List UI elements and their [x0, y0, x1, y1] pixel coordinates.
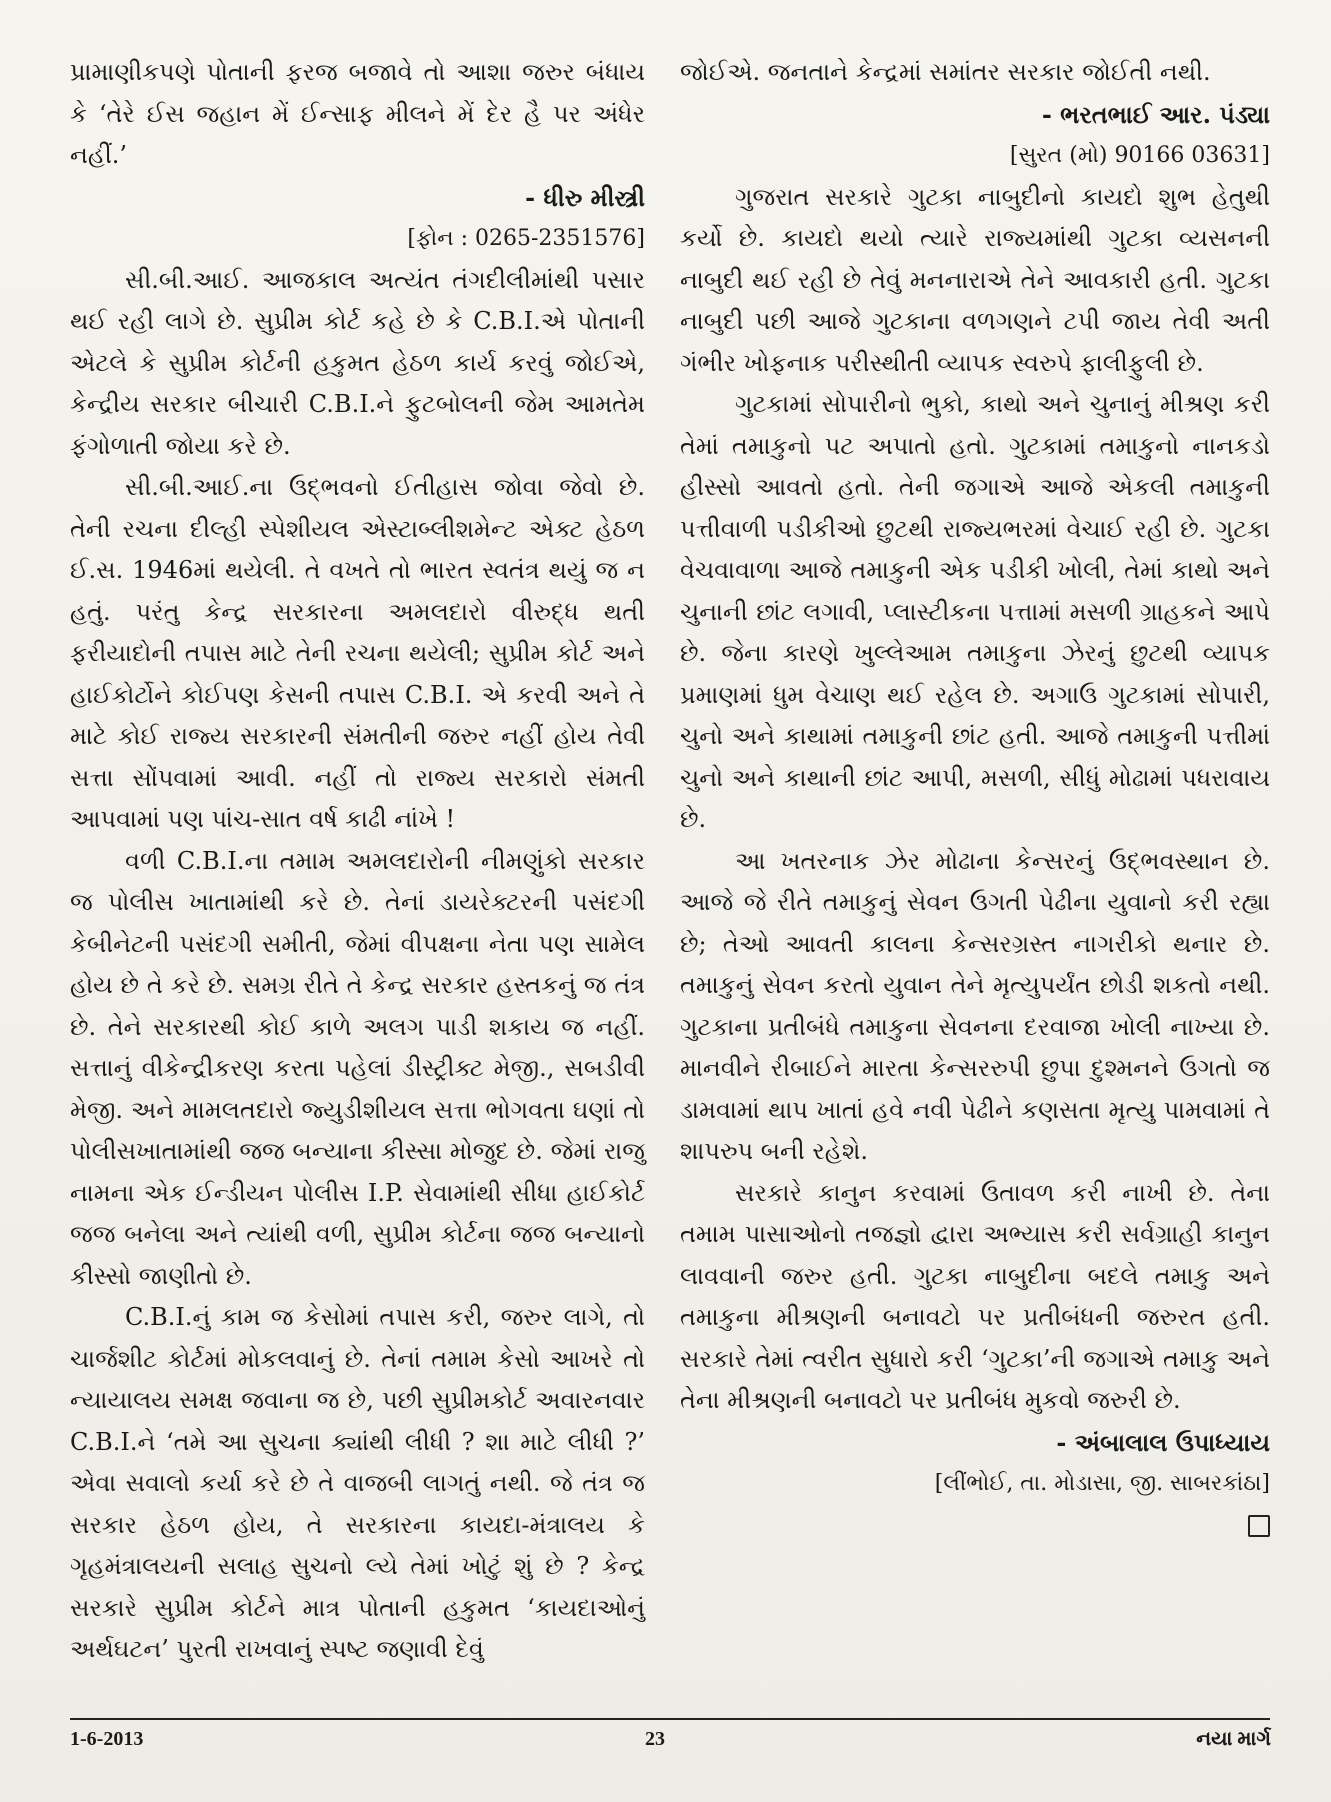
paragraph: આ ખતરનાક ઝેર મોઢાના કેન્સરનું ઉદ્ભવસ્થાન છે. આજે જે રીતે તમાકુનું સેવન ઉગતી પેઢીના યુવાનો કરી રહ્યા છે; તેઓ આવતી કાલના કેન્સરગ્રસ્ત નાગરીકો થનાર છે. તમાકુનું સેવન કરતો યુવાન તેને મૃત્યુપર્યંત છોડી શકતો નથી. ગુટકાના પ્રતીબંધે તમાકુના સેવનના દરવાજા ખોલી નાખ્યા છે. માનવીને રીબાઈને મારતા કેન્સરરુપી છુપા દુશ્મનને ઉગતો જ ડામવામાં થાપ ખાતાં હવે નવી પેઢીને કણસતા મૃત્યુ પામવામાં તે શાપરુપ બની રહેશે. [680, 846, 1270, 1165]
paragraph: સી.બી.આઈ. આજકાલ અત્યંત તંગદીલીમાંથી પસાર થઈ રહી લાગે છે. સુપ્રીમ કોર્ટ કહે છે કે C.B.I.એ પોતાની એટલે કે સુપ્રીમ કોર્ટની હકુમત હેઠળ કાર્ય કરવું જોઈએ, કેન્દ્રીય સરકાર બીચારી C.B.I.ને ફુટબોલની જેમ આમતેમ ફંગોળાતી જોયા કરે છે. [70, 265, 645, 460]
paragraph: સરકારે કાનુન કરવામાં ઉતાવળ કરી નાખી છે. તેના તમામ પાસાઓનો તજજ્ઞો દ્વારા અભ્યાસ કરી સર્વગ્રાહી કાનુન લાવવાની જરુર હતી. ગુટકા નાબુદીના બદલે તમાકુ અને તમાકુના મીશ્રણની બનાવટો પર પ્રતીબંધની જરુરત હતી. સરકારે તેમાં ત્વરીત સુધારો કરી ‘ગુટકા’ની જગાએ તમાકુ અને તેના મીશ્રણની બનાવટો પર પ્રતીબંધ મુકવો જરુરી છે. [680, 1178, 1270, 1414]
magazine-name: નયા માર્ગ [1196, 1728, 1271, 1750]
right-column [680, 52, 1270, 1546]
author-contact: [લીંભોઈ, તા. મોડાસા, જી. સાબરકાંઠા] [934, 1471, 1270, 1496]
paragraph: ગુજરાત સરકારે ગુટકા નાબુદીનો કાયદો શુભ હેતુથી કર્યો છે. કાયદો થયો ત્યારે રાજ્યમાંથી ગુટકા વ્યસનની નાબુદી થઈ રહી છે તેવું મનનારાએ તેને આવકારી હતી. ગુટકા નાબુદી પછી આજે ગુટકાના વળગણને ટપી જાય તેવી અતી ગંભીર ખોફનાક પરીસ્થીતી વ્યાપક સ્વરુપે ફાલીફુલી છે. [680, 182, 1270, 377]
author-name: - ભરતભાઈ આર. પંડ્યા [1041, 99, 1270, 129]
paragraph: C.B.I.નું કામ જ કેસોમાં તપાસ કરી, જરુર લાગે, તો ચાર્જશીટ કોર્ટમાં મોકલવાનું છે. તેનાં તમામ કેસો આખરે તો ન્યાયાલય સમક્ષ જવાના જ છે, પછી સુપ્રીમકોર્ટ અવારનવાર C.B.I.ને ‘તમે આ સુચના ક્યાંથી લીધી ? શા માટે લીધી ?’ એવા સવાલો કર્યા કરે છે તે વાજબી લાગતું નથી. જે તંત્ર જ સરકાર હેઠળ હોય, તે સરકારના કાયદા-મંત્રાલય કે ગૃહમંત્રાલયની સલાહ સુચનો લ્યે તેમાં ખોટું શું છે ? કેન્દ્ર સરકારે સુપ્રીમ કોર્ટને માત્ર પોતાની હકુમત ‘કાયદાઓનું અર્થઘટન’ પુરતી રાખવાનું સ્પષ્ટ જણાવી દેવું [70, 1303, 645, 1663]
continued-text: પ્રામાણીકપણે પોતાની ફરજ બજાવે તો આશા જરુર બંધાય કે ‘તેરે ઈસ જહાન મેં ઈન્સાફ મીલને મેં દેર હૈ પર અંધેર નહીં.’ [70, 58, 645, 169]
page-number: 23 [645, 1728, 665, 1750]
author-name: - ધીરુ મીસ્ત્રી [525, 182, 645, 212]
continued-text: જોઈએ. જનતાને કેન્દ્રમાં સમાંતર સરકાર જોઈતી નથી. [680, 58, 1211, 86]
footer-divider [70, 1718, 1270, 1720]
author-name: - અંબાલાલ ઉપાધ્યાય [1056, 1427, 1270, 1457]
issue-date: 1-6-2013 [70, 1728, 144, 1750]
author-contact: [સુરત (મો) 90166 03631] [1009, 143, 1270, 168]
left-column [70, 52, 645, 1671]
author-contact: [ફોન : 0265-2351576] [407, 226, 645, 251]
paragraph: વળી C.B.I.ના તમામ અમલદારોની નીમણુંકો સરકાર જ પોલીસ ખાતામાંથી કરે છે. તેનાં ડાયરેક્ટરની પસંદગી કેબીનેટની પસંદગી સમીતી, જેમાં વીપક્ષના નેતા પણ સામેલ હોય છે તે કરે છે. સમગ્ર રીતે તે કેન્દ્ર સરકાર હસ્તકનું જ તંત્ર છે. તેને સરકારથી કોઈ કાળે અલગ પાડી શકાય જ નહીં. સત્તાનું વીકેન્દ્રીકરણ કરતા પહેલાં ડીસ્ટ્રીક્ટ મેજી., સબડીવી મેજી. અને મામલતદારો જ્યુડીશીયલ સત્તા ભોગવતા ઘણાં તો પોલીસખાતામાંથી જજ બન્યાના કીસ્સા મોજુદ છે. જેમાં રાજુ નામના એક ઈન્ડીયન પોલીસ I.P. સેવામાંથી સીધા હાઈકોર્ટ જજ બનેલા અને ત્યાંથી વળી, સુપ્રીમ કોર્ટના જજ બન્યાનો કીસ્સો જાણીતો છે. [70, 846, 645, 1290]
paragraph: ગુટકામાં સોપારીનો ભુકો, કાથો અને ચુનાનું મીશ્રણ કરી તેમાં તમાકુનો પટ અપાતો હતો. ગુટકામાં તમાકુનો નાનકડો હીસ્સો આવતો હતો. તેની જગાએ આજે એકલી તમાકુની પત્તીવાળી પડીકીઓ છુટથી રાજ્યભરમાં વેચાઈ રહી છે. ગુટકા વેચવાવાળા આજે તમાકુની એક પડીકી ખોલી, તેમાં કાથો અને ચુનાની છાંટ લગાવી, પ્લાસ્ટીકના પત્તામાં મસળી ગ્રાહકને આપે છે. જેના કારણે ખુલ્લેઆમ તમાકુના ઝેરનું છુટથી વ્યાપક પ્રમાણમાં ધુમ વેચાણ થઈ રહેલ છે. અગાઉ ગુટકામાં સોપારી, ચુનો અને કાથામાં તમાકુની છાંટ હતી. આજે તમાકુની પત્તીમાં ચુનો અને કાથાની છાંટ આપી, મસળી, સીધું મોઢામાં પધરાવાય છે. [680, 390, 1270, 833]
paragraph: સી.બી.આઈ.ના ઉદ્ભવનો ઈતીહાસ જોવા જેવો છે. તેની રચના દીલ્હી સ્પેશીયલ એસ્ટાબ્લીશમેન્ટ એક્ટ હેઠળ ઈ.સ. 1946માં થયેલી. તે વખતે તો ભારત સ્વતંત્ર થયું જ ન હતું. પરંતુ કેન્દ્ર સરકારના અમલદારો વીરુદ્ધ થતી ફરીયાદોની તપાસ માટે તેની રચના થયેલી; સુપ્રીમ કોર્ટ અને હાઈકોર્ટોને કોઈપણ કેસની તપાસ C.B.I. એ કરવી અને તે માટે કોઈ રાજ્ય સરકારની સંમતીની જરુર નહીં હોય તેવી સત્તા સોંપવામાં આવી. નહીં તો રાજ્ય સરકારો સંમતી આપવામાં પણ પાંચ-સાત વર્ષ કાઢી નાંખે ! [70, 473, 645, 833]
end-of-article-icon [680, 1505, 1270, 1547]
